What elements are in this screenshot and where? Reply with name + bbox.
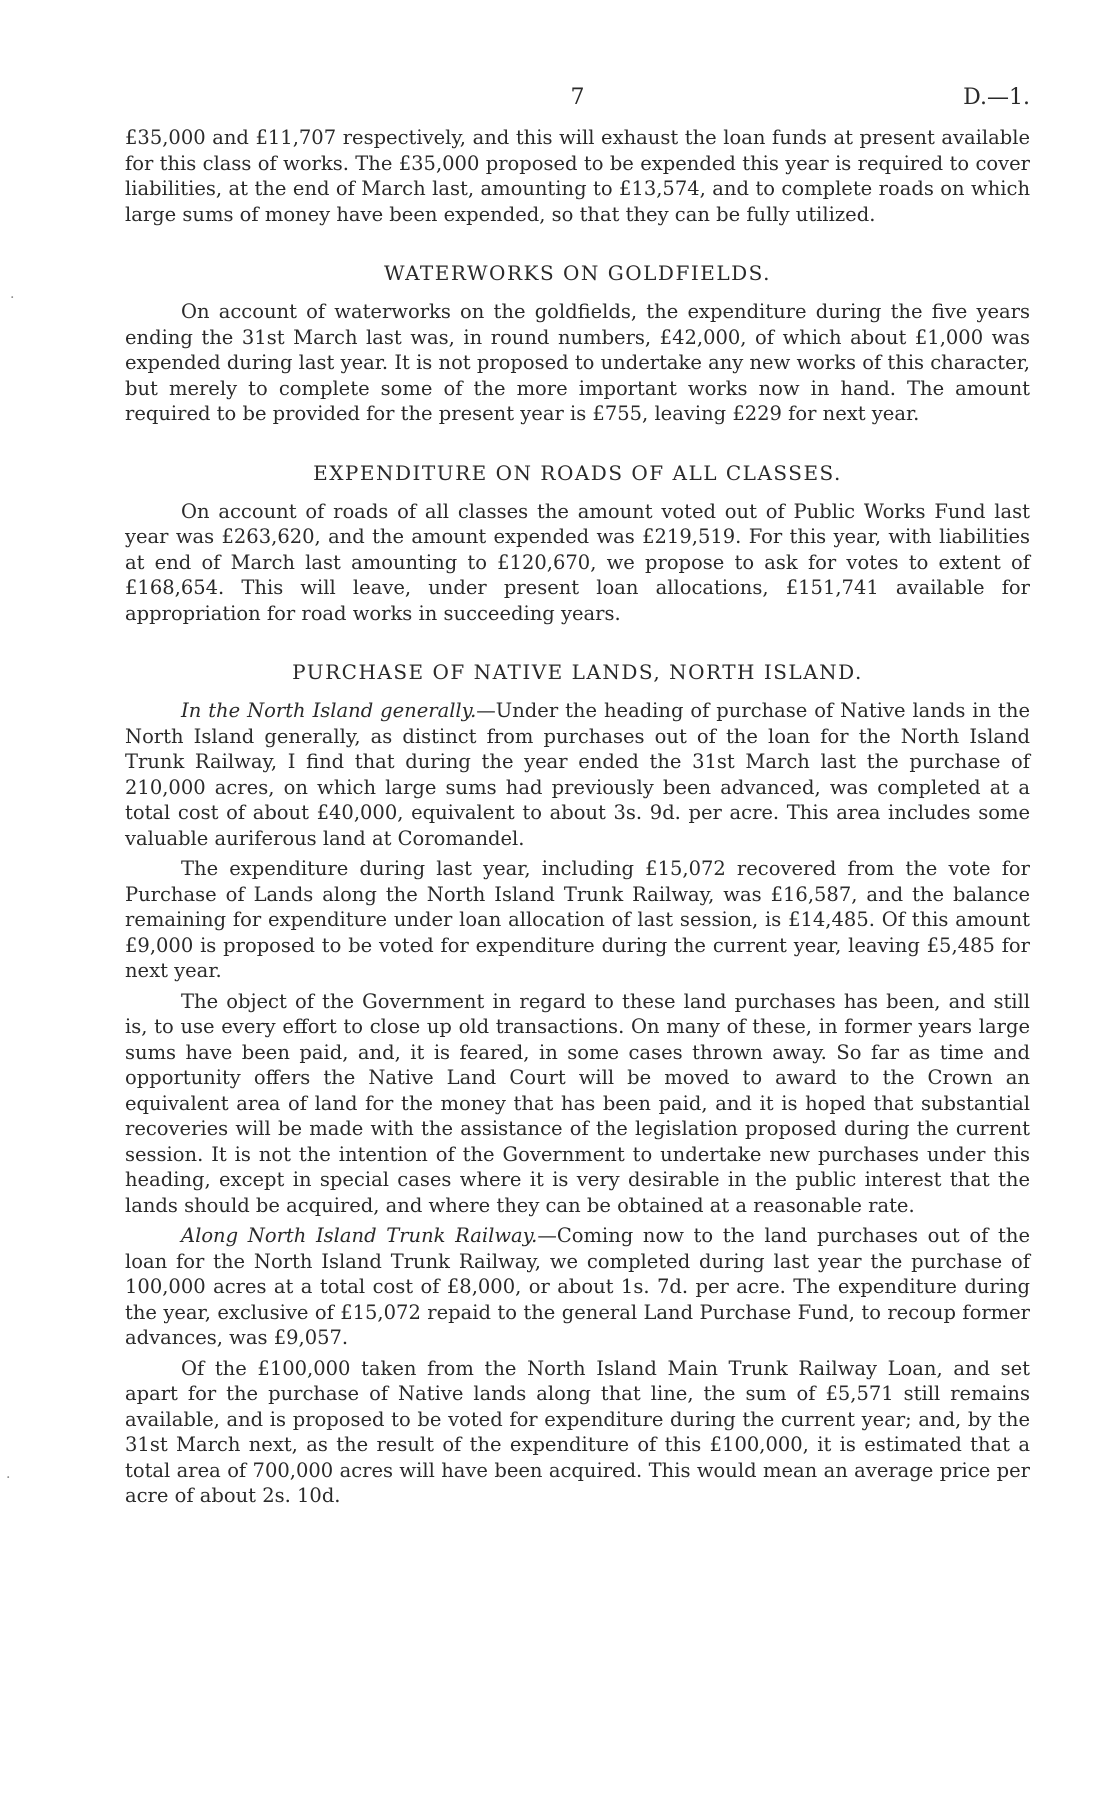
roads-heading: EXPENDITURE ON ROADS OF ALL CLASSES. <box>313 460 842 485</box>
page-number: 7 <box>570 85 585 110</box>
document-page <box>125 85 1030 1509</box>
native-lands-paragraph-1 <box>125 698 1030 851</box>
native-lands-paragraph-4 <box>125 1223 1030 1351</box>
native-lands-paragraph-1-text: —Under the heading of purchase of Native lands in the North Island generally, as distinct from purchases out of the loan for the North Island Trunk Railway, I find that during the year ended the 31st March last the purchase of 210,000 acres, on which large sums had previously been advanced, was completed at a total cost of about £40,000, equivalent to about 3s. 9d. per acre. This area includes some valuable auriferous land at Coromandel. <box>125 699 1030 850</box>
north-island-generally-subheading: In the North Island generally. <box>181 699 477 722</box>
waterworks-paragraph: On account of waterworks on the goldfields, the expenditure during the five years ending the 31st March last was, in round numbers, £42,000, of which about £1,000 was expended during last year. It is not proposed to undertake any new works of this character, but merely to complete some of the more important works now in hand. The amount required to be provided for the present year is £755, leaving £229 for next year. <box>125 300 1030 425</box>
native-lands-paragraph-2: The expenditure during last year, including £15,072 recovered from the vote for Purchase of Lands along the North Island Trunk Railway, was £16,587, and the balance remaining for expenditure under loan allocation of last session, is £14,485. Of this amount £9,000 is proposed to be voted for expenditure during the current year, leaving £5,485 for next year. <box>125 857 1030 982</box>
intro-paragraph: £35,000 and £11,707 respectively, and this will exhaust the loan funds at present available for this class of works. The £35,000 proposed to be expended this year is required to cover liabilities, at the end of March last, amounting to £13,574, and to complete roads on which large sums of money have been expended, so that they can be fully utilized. <box>125 126 1030 226</box>
scan-speck: · <box>10 290 15 306</box>
native-lands-paragraph-3: The object of the Government in regard to these land purchases has been, and still is, to use every effort to close up old transactions. On many of these, in former years large sums have been paid, and, it is feared, in some cases thrown away. So far as time and opportunity offers the Native Land Court will be moved to award to the Crown an equivalent area of land for the money that has been paid, and it is hoped that substantial recoveries will be made with the assistance of the legislation proposed during the current session. It is not the intention of the Government to undertake new purchases under this heading, except in special cases where it is very desirable in the public interest that the lands should be acquired, and where they can be obtained at a reasonable rate. <box>125 989 1030 1217</box>
scan-speck: · <box>6 1470 11 1486</box>
roads-paragraph: On account of roads of all classes the amount voted out of Public Works Fund last year was £263,620, and the amount expended was £219,519. For this year, with liabilities at end of March last amounting to £120,670, we propose to ask for votes to extent of £168,654. This will leave, under present loan allocations, £151,741 available for appropriation for road works in succeeding years. <box>125 499 1030 625</box>
native-lands-heading: PURCHASE OF NATIVE LANDS, NORTH ISLAND. <box>292 660 863 684</box>
document-reference: D.—1. <box>963 85 1030 110</box>
waterworks-heading: WATERWORKS ON GOLDFIELDS. <box>384 261 771 285</box>
page-header <box>125 85 1030 125</box>
native-lands-paragraph-5: Of the £100,000 taken from the North Island Main Trunk Railway Loan, and set apart for the purchase of Native lands along that line, the sum of £5,571 still remains available, and is proposed to be voted for expenditure during the current year; and, by the 31st March next, as the result of the expenditure of this £100,000, it is estimated that a total area of 700,000 acres will have been acquired. This would mean an average price per acre of about 2s. 10d. <box>125 1356 1030 1507</box>
trunk-railway-subheading: Along North Island Trunk Railway. <box>181 1224 538 1247</box>
native-lands-paragraph-4-text: —Coming now to the land purchases out of the loan for the North Island Trunk Railway, we completed during last year the purchase of 100,000 acres at a total cost of £8,000, or about 1s. 7d. per acre. The expenditure during the year, exclusive of £15,072 repaid to the general Land Purchase Fund, to recoup former advances, was £9,057. <box>125 1224 1030 1349</box>
